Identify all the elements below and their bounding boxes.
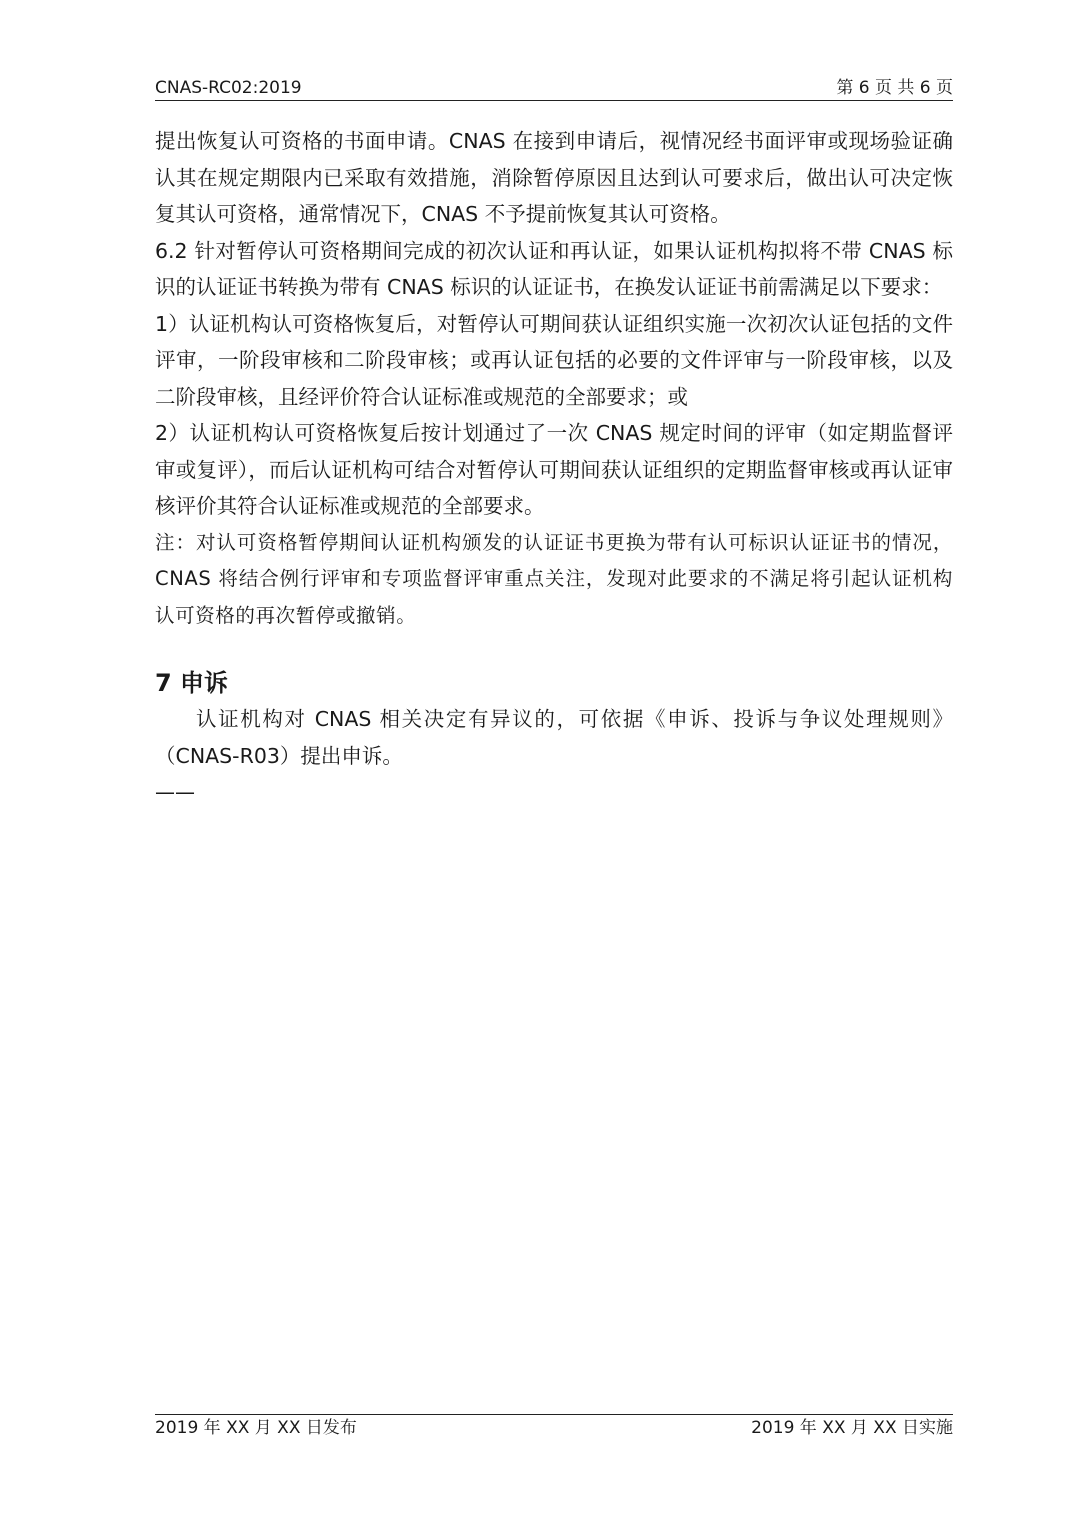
section-7-heading: 7 申诉 xyxy=(155,669,229,697)
page-footer xyxy=(155,1416,953,1440)
end-mark: —— xyxy=(155,780,195,804)
paragraph-6-2: 6.2 针对暂停认可资格期间完成的初次认证和再认证，如果认证机构拟将不带 CNAS 标识的认证证书转换为带有 CNAS 标识的认证证书，在换发认证证书前需满足以下要求： xyxy=(155,238,953,299)
list-item-2: 2）认证机构认可资格恢复后按计划通过了一次 CNAS 规定时间的评审（如定期监督评审或复评），而后认证机构可结合对暂停认可期间获认证组织的定期监督审核或再认证审核评价其符合认证标准或规范的全部要求。 xyxy=(155,421,953,518)
header-divider xyxy=(155,100,953,101)
page-number: 第 6 页 共 6 页 xyxy=(836,78,953,98)
footer-divider xyxy=(155,1414,953,1415)
note-paragraph: 注：对认可资格暂停期间认证机构颁发的认证证书更换为带有认可标识认证证书的情况，CNAS 将结合例行评审和专项监督评审重点关注，发现对此要求的不满足将引起认证机构认可资格的再次暂停或撤销。 xyxy=(155,530,953,627)
paragraph-resume-accreditation: 提出恢复认可资格的书面申请。CNAS 在接到申请后，视情况经书面评审或现场验证确认其在规定期限内已采取有效措施，消除暂停原因且达到认可要求后，做出认可决定恢复其认可资格，通常情况下，CNAS 不予提前恢复其认可资格。 xyxy=(155,129,953,226)
effective-date: 2019 年 XX 月 XX 日实施 xyxy=(751,1418,953,1438)
section-7-text: 认证机构对 CNAS 相关决定有异议的，可依据《申诉、投诉与争议处理规则》（CNAS-R03）提出申诉。 xyxy=(155,707,953,768)
page-content xyxy=(155,123,953,804)
list-item-1: 1）认证机构认可资格恢复后，对暂停认可期间获认证组织实施一次初次认证包括的文件评审，一阶段审核和二阶段审核；或再认证包括的必要的文件评审与一阶段审核，以及二阶段审核，且经评价符合认证标准或规范的全部要求；或 xyxy=(155,311,953,409)
issue-date: 2019 年 XX 月 XX 日发布 xyxy=(155,1418,357,1438)
doc-code: CNAS-RC02:2019 xyxy=(155,78,302,98)
page-header xyxy=(155,76,953,100)
